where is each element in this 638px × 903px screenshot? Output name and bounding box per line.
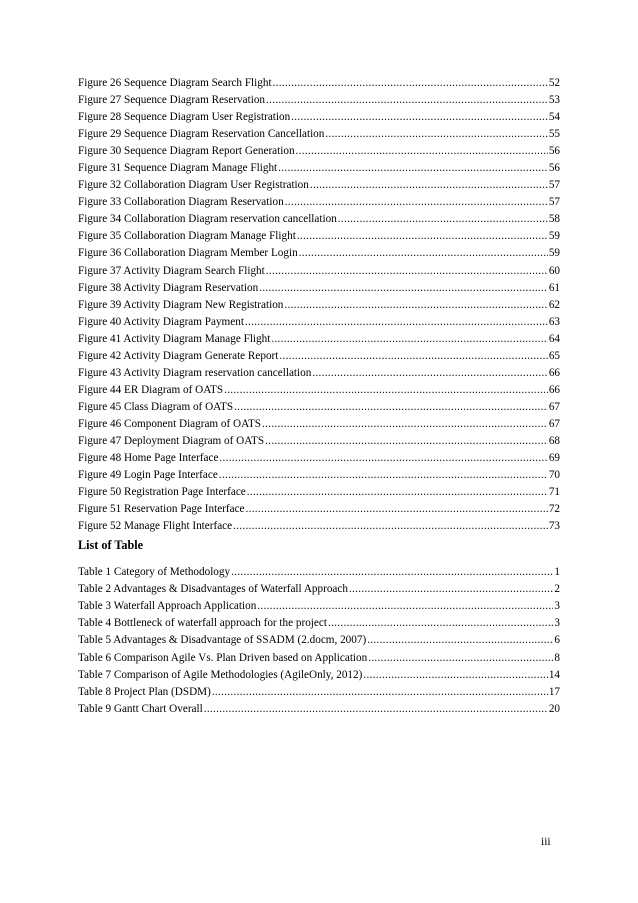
dot-leader [204, 701, 548, 718]
entry-label: Table 9 Gantt Chart Overall [78, 702, 203, 715]
figure-entry[interactable] [78, 280, 560, 297]
entry-label: Figure 46 Component Diagram of OATS [78, 417, 262, 430]
entry-label: Figure 35 Collaboration Diagram Manage Flight [78, 230, 296, 243]
entry-label: Figure 50 Registration Page Interface [78, 486, 246, 499]
dot-leader [266, 92, 548, 109]
entry-label: Table 4 Bottleneck of waterfall approach for the project [78, 617, 327, 630]
entry-page-number: 52 [548, 77, 560, 89]
entry-label: Figure 49 Login Page Interface [78, 469, 218, 482]
entry-label: Figure 45 Class Diagram of OATS [78, 400, 234, 413]
entry-label: Figure 44 ER Diagram of OATS [78, 383, 224, 396]
entry-page-number: 69 [548, 452, 560, 465]
figure-entry[interactable] [78, 484, 560, 501]
figure-entry[interactable] [78, 143, 560, 160]
entry-label: Figure 26 Sequence Diagram Search Flight [78, 77, 272, 89]
entry-page-number: 66 [548, 366, 560, 379]
figure-entry[interactable] [78, 109, 560, 126]
figure-entry[interactable] [78, 211, 560, 228]
dot-leader [262, 416, 548, 433]
figure-entry[interactable] [78, 501, 560, 518]
dot-leader [285, 194, 548, 211]
dot-leader [224, 382, 548, 399]
dot-leader [245, 314, 548, 331]
entry-page-number: 59 [548, 230, 560, 243]
dot-leader [325, 126, 547, 143]
dot-leader [273, 75, 548, 92]
entry-label: Figure 48 Home Page Interface [78, 452, 219, 465]
entry-label: Figure 52 Manage Flight Interface [78, 520, 233, 533]
entry-page-number: 63 [548, 315, 560, 328]
table-entry[interactable] [78, 701, 560, 718]
entry-page-number: 60 [548, 264, 560, 277]
dot-leader [247, 484, 548, 501]
dot-leader [328, 615, 553, 632]
figure-entry[interactable] [78, 263, 560, 280]
entry-page-number: 3 [554, 617, 560, 630]
entry-page-number: 56 [548, 162, 560, 175]
dot-leader [296, 143, 548, 160]
entry-page-number: 58 [548, 213, 560, 226]
dot-leader [297, 228, 548, 245]
entry-page-number: 65 [548, 349, 560, 362]
table-entry[interactable] [78, 564, 560, 581]
entry-label: Figure 27 Sequence Diagram Reservation [78, 94, 266, 107]
figure-entry[interactable] [78, 314, 560, 331]
list-of-tables-heading: List of Table [78, 538, 144, 553]
entry-label: Table 5 Advantages & Disadvantage of SSADM (2.docm, 2007) [78, 634, 367, 647]
dot-leader [338, 211, 548, 228]
entry-label: Figure 39 Activity Diagram New Registration [78, 298, 284, 311]
entry-label: Figure 31 Sequence Diagram Manage Flight [78, 162, 278, 175]
entry-label: Figure 43 Activity Diagram reservation cancellation [78, 366, 312, 379]
table-of-contents [78, 75, 560, 718]
dot-leader [271, 331, 547, 348]
figure-entry[interactable] [78, 228, 560, 245]
figure-entry[interactable] [78, 245, 560, 262]
entry-page-number: 67 [548, 400, 560, 413]
list-of-figures [78, 75, 560, 535]
figure-entry[interactable] [78, 467, 560, 484]
entry-page-number: 20 [548, 702, 560, 715]
entry-page-number: 64 [548, 332, 560, 345]
figure-entry[interactable] [78, 450, 560, 467]
dot-leader [284, 297, 547, 314]
entry-label: Table 6 Comparison Agile Vs. Plan Driven based on Application [78, 651, 368, 664]
entry-label: Table 3 Waterfall Approach Application [78, 600, 257, 613]
entry-label: Figure 41 Activity Diagram Manage Flight [78, 332, 271, 345]
dot-leader [363, 667, 547, 684]
entry-page-number: 59 [548, 247, 560, 260]
dot-leader [257, 598, 553, 615]
dot-leader [234, 399, 548, 416]
entry-label: Table 8 Project Plan (DSDM) [78, 685, 211, 698]
figure-entry[interactable] [78, 365, 560, 382]
dot-leader [266, 263, 548, 280]
dot-leader [349, 581, 553, 598]
entry-page-number: 56 [548, 145, 560, 158]
dot-leader [279, 348, 547, 365]
table-entry[interactable] [78, 615, 560, 632]
figure-entry[interactable] [78, 518, 560, 535]
dot-leader [219, 450, 547, 467]
entry-label: Table 1 Category of Methodology [78, 566, 231, 579]
entry-page-number: 55 [548, 128, 560, 141]
figure-entry[interactable] [78, 348, 560, 365]
entry-page-number: 2 [554, 583, 560, 596]
dot-leader [212, 684, 548, 701]
entry-page-number: 73 [548, 520, 560, 533]
entry-label: Figure 38 Activity Diagram Reservation [78, 281, 259, 294]
figure-entry[interactable] [78, 433, 560, 450]
entry-page-number: 70 [548, 469, 560, 482]
figure-entry[interactable] [78, 297, 560, 314]
entry-page-number: 57 [548, 196, 560, 209]
dot-leader [233, 518, 548, 535]
entry-page-number: 61 [548, 281, 560, 294]
dot-leader [219, 467, 548, 484]
entry-label: Figure 37 Activity Diagram Search Flight [78, 264, 265, 277]
table-entry[interactable] [78, 632, 560, 649]
entry-page-number: 17 [548, 685, 560, 698]
entry-page-number: 71 [548, 486, 560, 499]
dot-leader [265, 433, 548, 450]
entry-page-number: 57 [548, 179, 560, 192]
figure-entry[interactable] [78, 177, 560, 194]
figure-entry[interactable] [78, 92, 560, 109]
entry-label: Figure 32 Collaboration Diagram User Registration [78, 179, 309, 192]
figure-entry[interactable] [78, 75, 560, 92]
entry-label: Figure 33 Collaboration Diagram Reservation [78, 196, 284, 209]
entry-page-number: 14 [548, 668, 560, 681]
entry-page-number: 1 [554, 566, 560, 579]
figure-entry[interactable] [78, 416, 560, 433]
figure-entry[interactable] [78, 194, 560, 211]
entry-page-number: 54 [548, 111, 560, 124]
list-of-tables [78, 564, 560, 717]
dot-leader [299, 245, 548, 262]
dot-leader [312, 365, 548, 382]
figure-entry[interactable] [78, 382, 560, 399]
table-entry[interactable] [78, 684, 560, 701]
entry-page-number: 8 [554, 651, 560, 664]
page-number: iii [541, 836, 551, 848]
dot-leader [368, 650, 553, 667]
table-entry[interactable] [78, 598, 560, 615]
entry-page-number: 3 [554, 600, 560, 613]
entry-page-number: 67 [548, 417, 560, 430]
entry-label: Figure 36 Collaboration Diagram Member Login [78, 247, 298, 260]
entry-page-number: 6 [554, 634, 560, 647]
dot-leader [259, 280, 548, 297]
entry-page-number: 68 [548, 434, 560, 447]
figure-entry[interactable] [78, 331, 560, 348]
table-entry[interactable] [78, 667, 560, 684]
figure-entry[interactable] [78, 160, 560, 177]
dot-leader [310, 177, 548, 194]
dot-leader [367, 632, 553, 649]
entry-page-number: 72 [548, 503, 560, 516]
entry-label: Figure 42 Activity Diagram Generate Report [78, 349, 279, 362]
dot-leader [278, 160, 548, 177]
figure-entry[interactable] [78, 126, 560, 143]
entry-label: Table 7 Comparison of Agile Methodologies (AgileOnly, 2012) [78, 668, 363, 681]
entry-label: Figure 28 Sequence Diagram User Registration [78, 111, 291, 124]
dot-leader [291, 109, 548, 126]
entry-label: Figure 51 Reservation Page Interface [78, 503, 245, 516]
entry-label: Figure 29 Sequence Diagram Reservation Cancellation [78, 128, 325, 141]
entry-page-number: 53 [548, 94, 560, 107]
entry-label: Table 2 Advantages & Disadvantages of Waterfall Approach [78, 583, 348, 596]
table-entry[interactable] [78, 650, 560, 667]
entry-page-number: 62 [548, 298, 560, 311]
dot-leader [246, 501, 548, 518]
entry-label: Figure 30 Sequence Diagram Report Generation [78, 145, 295, 158]
entry-label: Figure 40 Activity Diagram Payment [78, 315, 244, 328]
table-entry[interactable] [78, 581, 560, 598]
entry-label: Figure 47 Deployment Diagram of OATS [78, 434, 265, 447]
dot-leader [231, 564, 553, 581]
entry-page-number: 66 [548, 383, 560, 396]
figure-entry[interactable] [78, 399, 560, 416]
entry-label: Figure 34 Collaboration Diagram reservation cancellation [78, 213, 337, 226]
